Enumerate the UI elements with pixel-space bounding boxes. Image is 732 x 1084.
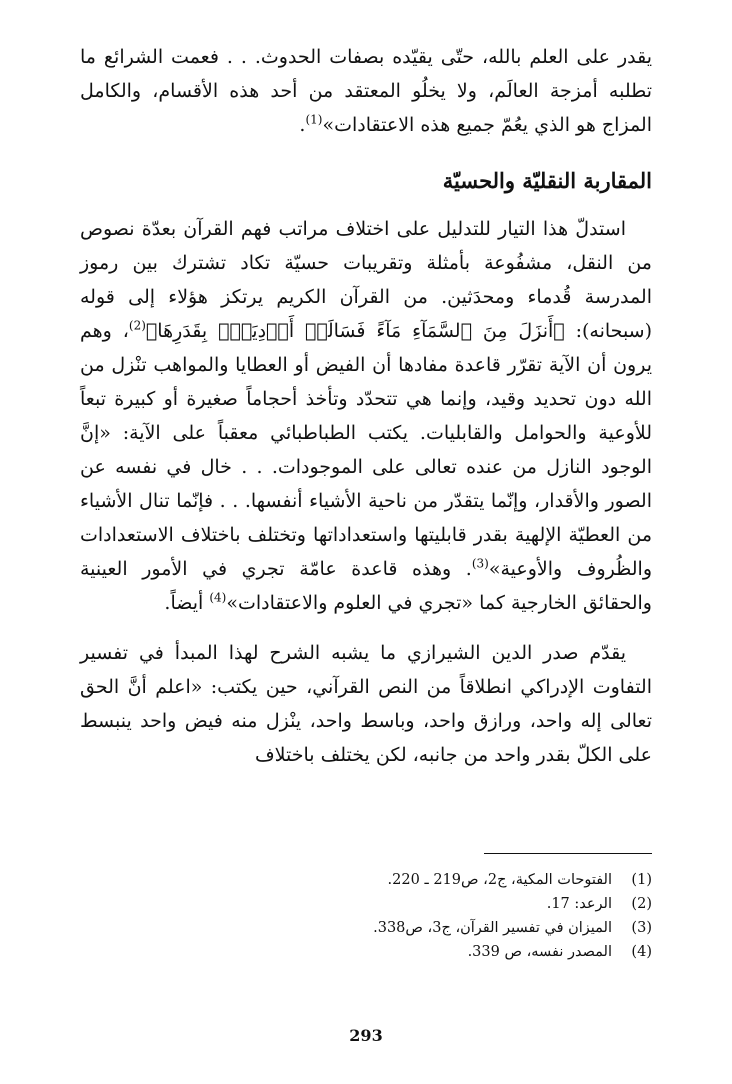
footnote-text: المصدر نفسه، ص 339. [467,944,612,960]
intro-paragraph-text: يقدر على العلم بالله، حتّى يقيّده بصفات الحدوث. . . فعمت الشرائع ما تطلبه أمزجة العالَم، ولا يخلُو المعتقد من أحد هذه الأقسام، والكامل المزاج هو الذي يعُمّ جميع هذه الاعتقادات» [80,46,652,136]
paragraph-2-part-2: ، وهم يرون أن الآية تقرّر قاعدة مفادها أن الفيض أو العطايا والمواهب تنْزل من الله دون تحديد وقيد، وإنما هي تتحدّد وتأخذ أحجاماً صغيرة أو كبيرة تبعاً للأوعية والحوامل والقابليات. يكتب الطباطبائي معقباً على الآية: «إنَّ الوجود النازل من عنده تعالى على الموجودات. . . خال في نفسه عن الصور والأقدار، وإنّما يتقدّر من ناحية الأشياء أنفسها. . . فإنّما تنال الأشياء من العطيّة الإلهية بقدر قابليتها واستعداداتها وتختلف باختلاف الاستعدادات والظُروف والأوعية» [80,320,652,580]
footnote-number: (2) [631,896,652,912]
footnote-ref-3: (3) [471,556,489,571]
footnote-number: (3) [631,920,652,936]
footnote-item [80,892,652,916]
footnote-item [80,868,652,892]
page-number: 293 [349,1026,383,1045]
intro-paragraph-tail: . [299,114,306,136]
footnotes-list [80,868,652,964]
footnote-text: الرعد: 17. [546,896,612,912]
footnote-ref-1: (1) [305,112,323,127]
paragraph-2 [80,212,652,620]
footnote-number: (4) [631,944,652,960]
paragraph-2-part-4: أيضاً. [164,592,210,614]
page-body [80,40,652,772]
section-heading: المقاربة النقليّة والحسيّة [442,168,652,193]
footnote-separator [484,853,652,854]
paragraph-2-part-3: . وهذه قاعدة عامّة تجري في الأمور العينية والحقائق الخارجية كما «تجري في العلوم والاعتقادات» [80,558,652,614]
paragraph-3: يقدّم صدر الدين الشيرازي ما يشبه الشرح لهذا المبدأ في تفسير التفاوت الإدراكي انطلاقاً من النص القرآني، حين يكتب: «اعلم أنَّ الحق تعالى إله واحد، ورازق واحد، وباسط واحد، ينْزل منه فيض واحد ينبسط على الكلّ بقدر واحد من جانبه، لكن يختلف باختلاف [80,642,652,766]
footnote-ref-2: (2) [128,318,146,333]
paragraph-2-part-1: استدلّ هذا التيار للتدليل على اختلاف مراتب فهم القرآن بعدّة نصوص من النقل، مشفُوعة بأمثلة وتقريبات حسيّة تكاد تشترك بين رموز المدرسة قُدماء ومحدَثين. من القرآن الكريم يرتكز هؤلاء إلى قوله (سبحانه): ﴿أَنزَلَ مِنَ ٱلسَّمَآءِ مَآءً فَسَالَتۡ أَوۡدِيَةُۢ بِقَدَرِهَا﴾ [80,218,653,342]
footnote-item [80,916,652,940]
footnote-number: (1) [631,872,652,888]
paragraph-gap [80,620,652,636]
footnote-item [80,940,652,964]
footnote-text: الفتوحات المكية، ج2، ص219 ـ 220. [387,872,612,888]
footnote-ref-4: (4) [209,590,227,605]
footnote-text: الميزان في تفسير القرآن، ج3، ص338. [373,920,612,936]
intro-paragraph [80,40,652,142]
